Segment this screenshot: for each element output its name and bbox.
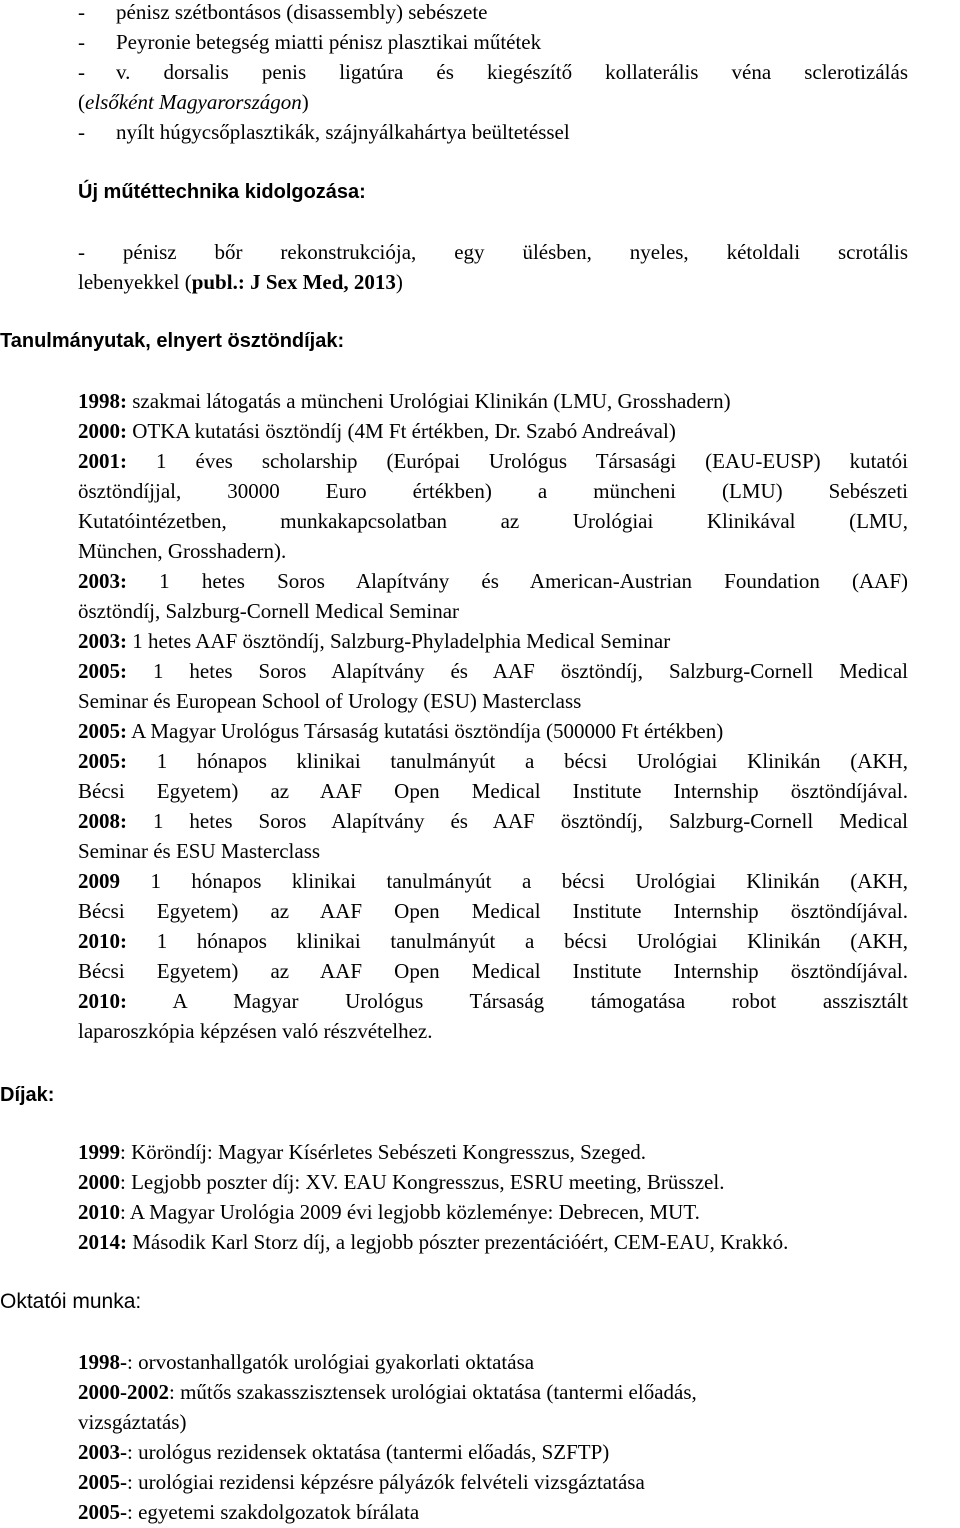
technique-line: - pénisz bőr rekonstrukciója, egy ülésben, nyeles, kétoldali scrotális xyxy=(78,240,908,264)
list-item-continuation: (elsőként Magyarországon) xyxy=(78,90,309,114)
entry-text: : A Magyar Urológia 2009 évi legjobb közleménye: Debrecen, MUT. xyxy=(120,1200,700,1224)
emphasis: elsőként Magyarországon xyxy=(85,90,302,114)
entry-line xyxy=(78,686,908,716)
entry-text: 1 hetes Soros Alapítvány és AAF ösztöndíj, Salzburg-Cornell Medical xyxy=(152,659,908,683)
entry-year: 1998- xyxy=(78,1350,127,1374)
entry-line xyxy=(78,1167,908,1197)
entry-text: : urológiai rezidensi képzésre pályázók felvételi vizsgáztatása xyxy=(127,1470,645,1494)
list-item: nyílt húgycsőplasztikák, szájnyálkahártya beültetéssel xyxy=(116,120,570,144)
entry-text: szakmai látogatás a müncheni Urológiai Klinikán (LMU, Grosshadern) xyxy=(132,389,731,413)
entry-year: 2010: xyxy=(78,929,127,953)
entry-line xyxy=(78,506,908,536)
entry-text: München, Grosshadern). xyxy=(78,539,287,563)
technique-line: lebenyekkel (publ.: J Sex Med, 2013) xyxy=(78,270,403,294)
entry-text: Bécsi Egyetem) az AAF Open Medical Institute Internship ösztöndíjával. xyxy=(78,899,908,923)
entry-line xyxy=(78,956,908,986)
section-heading: Oktatói munka: xyxy=(0,1290,142,1313)
entry-year: 2014: xyxy=(78,1230,127,1254)
entry-year: 2005- xyxy=(78,1500,127,1524)
entry-line xyxy=(78,836,908,866)
entry-line xyxy=(78,806,908,836)
entry-text: Bécsi Egyetem) az AAF Open Medical Institute Internship ösztöndíjával. xyxy=(78,779,908,803)
entry-text: A Magyar Urológus Társaság támogatása robot asszisztált xyxy=(172,989,908,1013)
entry-year: 2000-2002 xyxy=(78,1380,169,1404)
entry-line xyxy=(78,986,908,1016)
entry-text: Kutatóintézetben, munkakapcsolatban az Urológiai Klinikával (LMU, xyxy=(78,509,908,533)
entry-line xyxy=(78,866,908,896)
entry-year: 2010 xyxy=(78,1200,120,1224)
entry-text: Seminar és European School of Urology (ESU) Masterclass xyxy=(78,689,582,713)
entry-text: Bécsi Egyetem) az AAF Open Medical Institute Internship ösztöndíjával. xyxy=(78,959,908,983)
entry-text: : orvostanhallgatók urológiai gyakorlati oktatása xyxy=(127,1350,535,1374)
entry-text: ösztöndíjjal, 30000 Euro értékben) a müncheni (LMU) Sebészeti xyxy=(78,479,908,503)
entry-line xyxy=(78,416,908,446)
entry-line xyxy=(78,626,908,656)
entry-text: ösztöndíj, Salzburg-Cornell Medical Seminar xyxy=(78,599,460,623)
entry-text: : Legjobb poszter díj: XV. EAU Kongresszus, ESRU meeting, Brüsszel. xyxy=(120,1170,725,1194)
entry-line xyxy=(78,1497,908,1527)
entry-year: 2005: xyxy=(78,719,127,743)
entry-text: 1 hetes Soros Alapítvány és American-Austrian Foundation (AAF) xyxy=(159,569,908,593)
entry-line xyxy=(78,1437,908,1467)
entry-text: 1 hónapos klinikai tanulmányút a bécsi Urológiai Klinikán (AKH, xyxy=(150,869,908,893)
entry-year: 2005: xyxy=(78,659,127,683)
list-bullet: - xyxy=(78,120,85,144)
section-heading: Díjak: xyxy=(0,1084,55,1106)
entry-text: OTKA kutatási ösztöndíj (4M Ft értékben, Dr. Szabó Andreával) xyxy=(132,419,676,443)
entry-text: 1 éves scholarship (Európai Urológus Társasági (EAU-EUSP) kutatói xyxy=(156,449,908,473)
entry-year: 1998: xyxy=(78,389,127,413)
entry-line xyxy=(78,476,908,506)
entry-year: 2000 xyxy=(78,1170,120,1194)
entry-text: 1 hónapos klinikai tanulmányút a bécsi Urológiai Klinikán (AKH, xyxy=(156,749,908,773)
entry-text: : műtős szakasszisztensek urológiai oktatása (tantermi előadás, xyxy=(169,1380,697,1404)
entry-line xyxy=(78,896,908,926)
entry-line xyxy=(78,746,908,776)
entry-text: laparoszkópia képzésen való részvételhez. xyxy=(78,1019,433,1043)
entry-line xyxy=(78,1227,958,1257)
entry-line xyxy=(78,926,908,956)
entry-year: 2009 xyxy=(78,869,120,893)
entry-line xyxy=(78,1197,908,1227)
entry-year: 2005: xyxy=(78,749,127,773)
entry-line xyxy=(78,446,908,476)
entry-text: vizsgáztatás) xyxy=(78,1410,187,1434)
entry-line xyxy=(78,1377,908,1407)
entry-text: 1 hónapos klinikai tanulmányút a bécsi Urológiai Klinikán (AKH, xyxy=(156,929,908,953)
entry-line xyxy=(78,566,908,596)
entry-line xyxy=(78,1137,908,1167)
entry-year: 2008: xyxy=(78,809,127,833)
entry-text: : egyetemi szakdolgozatok bírálata xyxy=(127,1500,420,1524)
entry-line xyxy=(78,536,908,566)
entry-year: 1999 xyxy=(78,1140,120,1164)
entry-text: A Magyar Urológus Társaság kutatási ösztöndíja (500000 Ft értékben) xyxy=(131,719,724,743)
entry-line xyxy=(78,1016,908,1046)
entry-text: : Köröndíj: Magyar Kísérletes Sebészeti Kongresszus, Szeged. xyxy=(120,1140,647,1164)
entry-line xyxy=(78,716,908,746)
list-item: Peyronie betegség miatti pénisz plasztikai műtétek xyxy=(116,30,542,54)
entry-text: : urológus rezidensek oktatása (tantermi előadás, SZFTP) xyxy=(127,1440,610,1464)
list-bullet: - xyxy=(78,30,85,54)
entry-year: 2003: xyxy=(78,629,127,653)
list-bullet: - xyxy=(78,60,85,84)
entry-text: 1 hetes AAF ösztöndíj, Salzburg-Phyladelphia Medical Seminar xyxy=(132,629,671,653)
entry-line xyxy=(78,1407,908,1437)
entry-year: 2003: xyxy=(78,569,127,593)
section-heading: Új műtéttechnika kidolgozása: xyxy=(78,181,366,203)
entry-line xyxy=(78,656,908,686)
entry-year: 2010: xyxy=(78,989,127,1013)
entry-line xyxy=(78,776,908,806)
entry-line xyxy=(78,1467,908,1497)
entry-year: 2001: xyxy=(78,449,127,473)
entry-line xyxy=(78,1347,908,1377)
entry-text: 1 hetes Soros Alapítvány és AAF ösztöndíj, Salzburg-Cornell Medical xyxy=(152,809,908,833)
list-bullet: - xyxy=(78,0,85,24)
section-heading: Tanulmányutak, elnyert ösztöndíjak: xyxy=(0,330,345,352)
entry-text: Második Karl Storz díj, a legjobb pószter prezentációért, CEM-EAU, Krakkó. xyxy=(127,1230,789,1254)
entry-year: 2003- xyxy=(78,1440,127,1464)
entry-year: 2000: xyxy=(78,419,127,443)
entry-line xyxy=(78,386,908,416)
entry-line xyxy=(78,596,908,626)
list-item: v. dorsalis penis ligatúra és kiegészítő kollaterális véna sclerotizálás xyxy=(116,60,908,84)
list-item: pénisz szétbontásos (disassembly) sebészete xyxy=(116,0,488,24)
entry-year: 2005- xyxy=(78,1470,127,1494)
entry-text: Seminar és ESU Masterclass xyxy=(78,839,321,863)
